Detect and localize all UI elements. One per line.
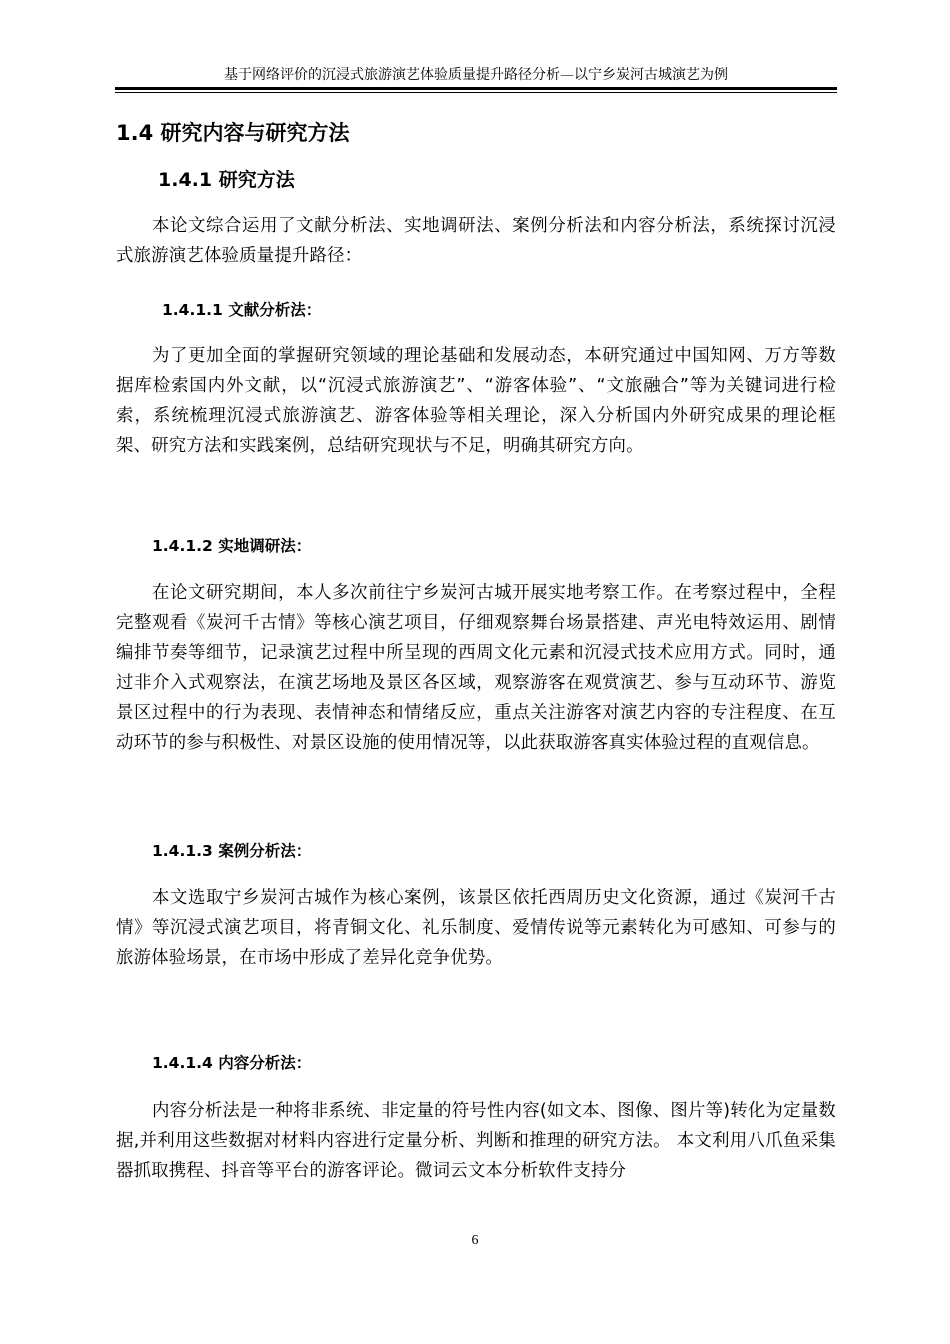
method-heading-literature: 1.4.1.1 文献分析法：	[162, 301, 322, 319]
section-heading: 1.4 研究内容与研究方法	[116, 121, 350, 145]
header-rule-thin	[115, 92, 837, 93]
method-heading-content-analysis: 1.4.1.4 内容分析法：	[152, 1054, 312, 1072]
header-rule-thick	[115, 87, 837, 90]
method-text-fieldwork: 在论文研究期间，本人多次前往宁乡炭河古城开展实地考察工作。在考察过程中，全程完整观看《炭河千古情》等核心演艺项目，仔细观察舞台场景搭建、声光电特效运用、剧情编排节奏等细节，记录演艺过程中所呈现的西周文化元素和沉浸式技术应用方式。同时，通过非介入式观察法，在演艺场地及景区各区域，观察游客在观赏演艺、参与互动环节、游览景区过程中的行为表现、表情神态和情绪反应，重点关注游客对演艺内容的专注程度、在互动环节的参与积极性、对景区设施的使用情况等，以此获取游客真实体验过程的直观信息。	[116, 583, 836, 753]
method-heading-case-study: 1.4.1.3 案例分析法：	[152, 842, 312, 860]
method-text-content-analysis: 内容分析法是一种将非系统、非定量的符号性内容(如文本、图像、图片等)转化为定量数据,并利用这些数据对材料内容进行定量分析、判断和推理的研究方法。 本文利用八爪鱼采集器抓取携程、抖音等平台的游客评论。微词云文本分析软件支持分	[116, 1101, 836, 1181]
running-header-title: 基于网络评价的沉浸式旅游演艺体验质量提升路径分析—以宁乡炭河古城演艺为例	[224, 67, 728, 83]
method-text-literature: 为了更加全面的掌握研究领域的理论基础和发展动态，本研究通过中国知网、万方等数据库检索国内外文献，以“沉浸式旅游演艺”、“游客体验”、“文旅融合”等为关键词进行检索，系统梳理沉浸式旅游演艺、游客体验等相关理论，深入分析国内外研究成果的理论框架、研究方法和实践案例，总结研究现状与不足，明确其研究方向。	[116, 346, 836, 456]
subsection-heading: 1.4.1 研究方法	[158, 169, 295, 191]
method-heading-fieldwork: 1.4.1.2 实地调研法：	[152, 537, 312, 555]
method-text-case-study: 本文选取宁乡炭河古城作为核心案例，该景区依托西周历史文化资源，通过《炭河千古情》等沉浸式演艺项目，将青铜文化、礼乐制度、爱情传说等元素转化为可感知、可参与的旅游体验场景，在市场中形成了差异化竞争优势。	[116, 888, 836, 968]
intro-paragraph: 本论文综合运用了文献分析法、实地调研法、案例分析法和内容分析法，系统探讨沉浸式旅游演艺体验质量提升路径：	[116, 216, 836, 266]
page-number: 6	[471, 1233, 479, 1248]
